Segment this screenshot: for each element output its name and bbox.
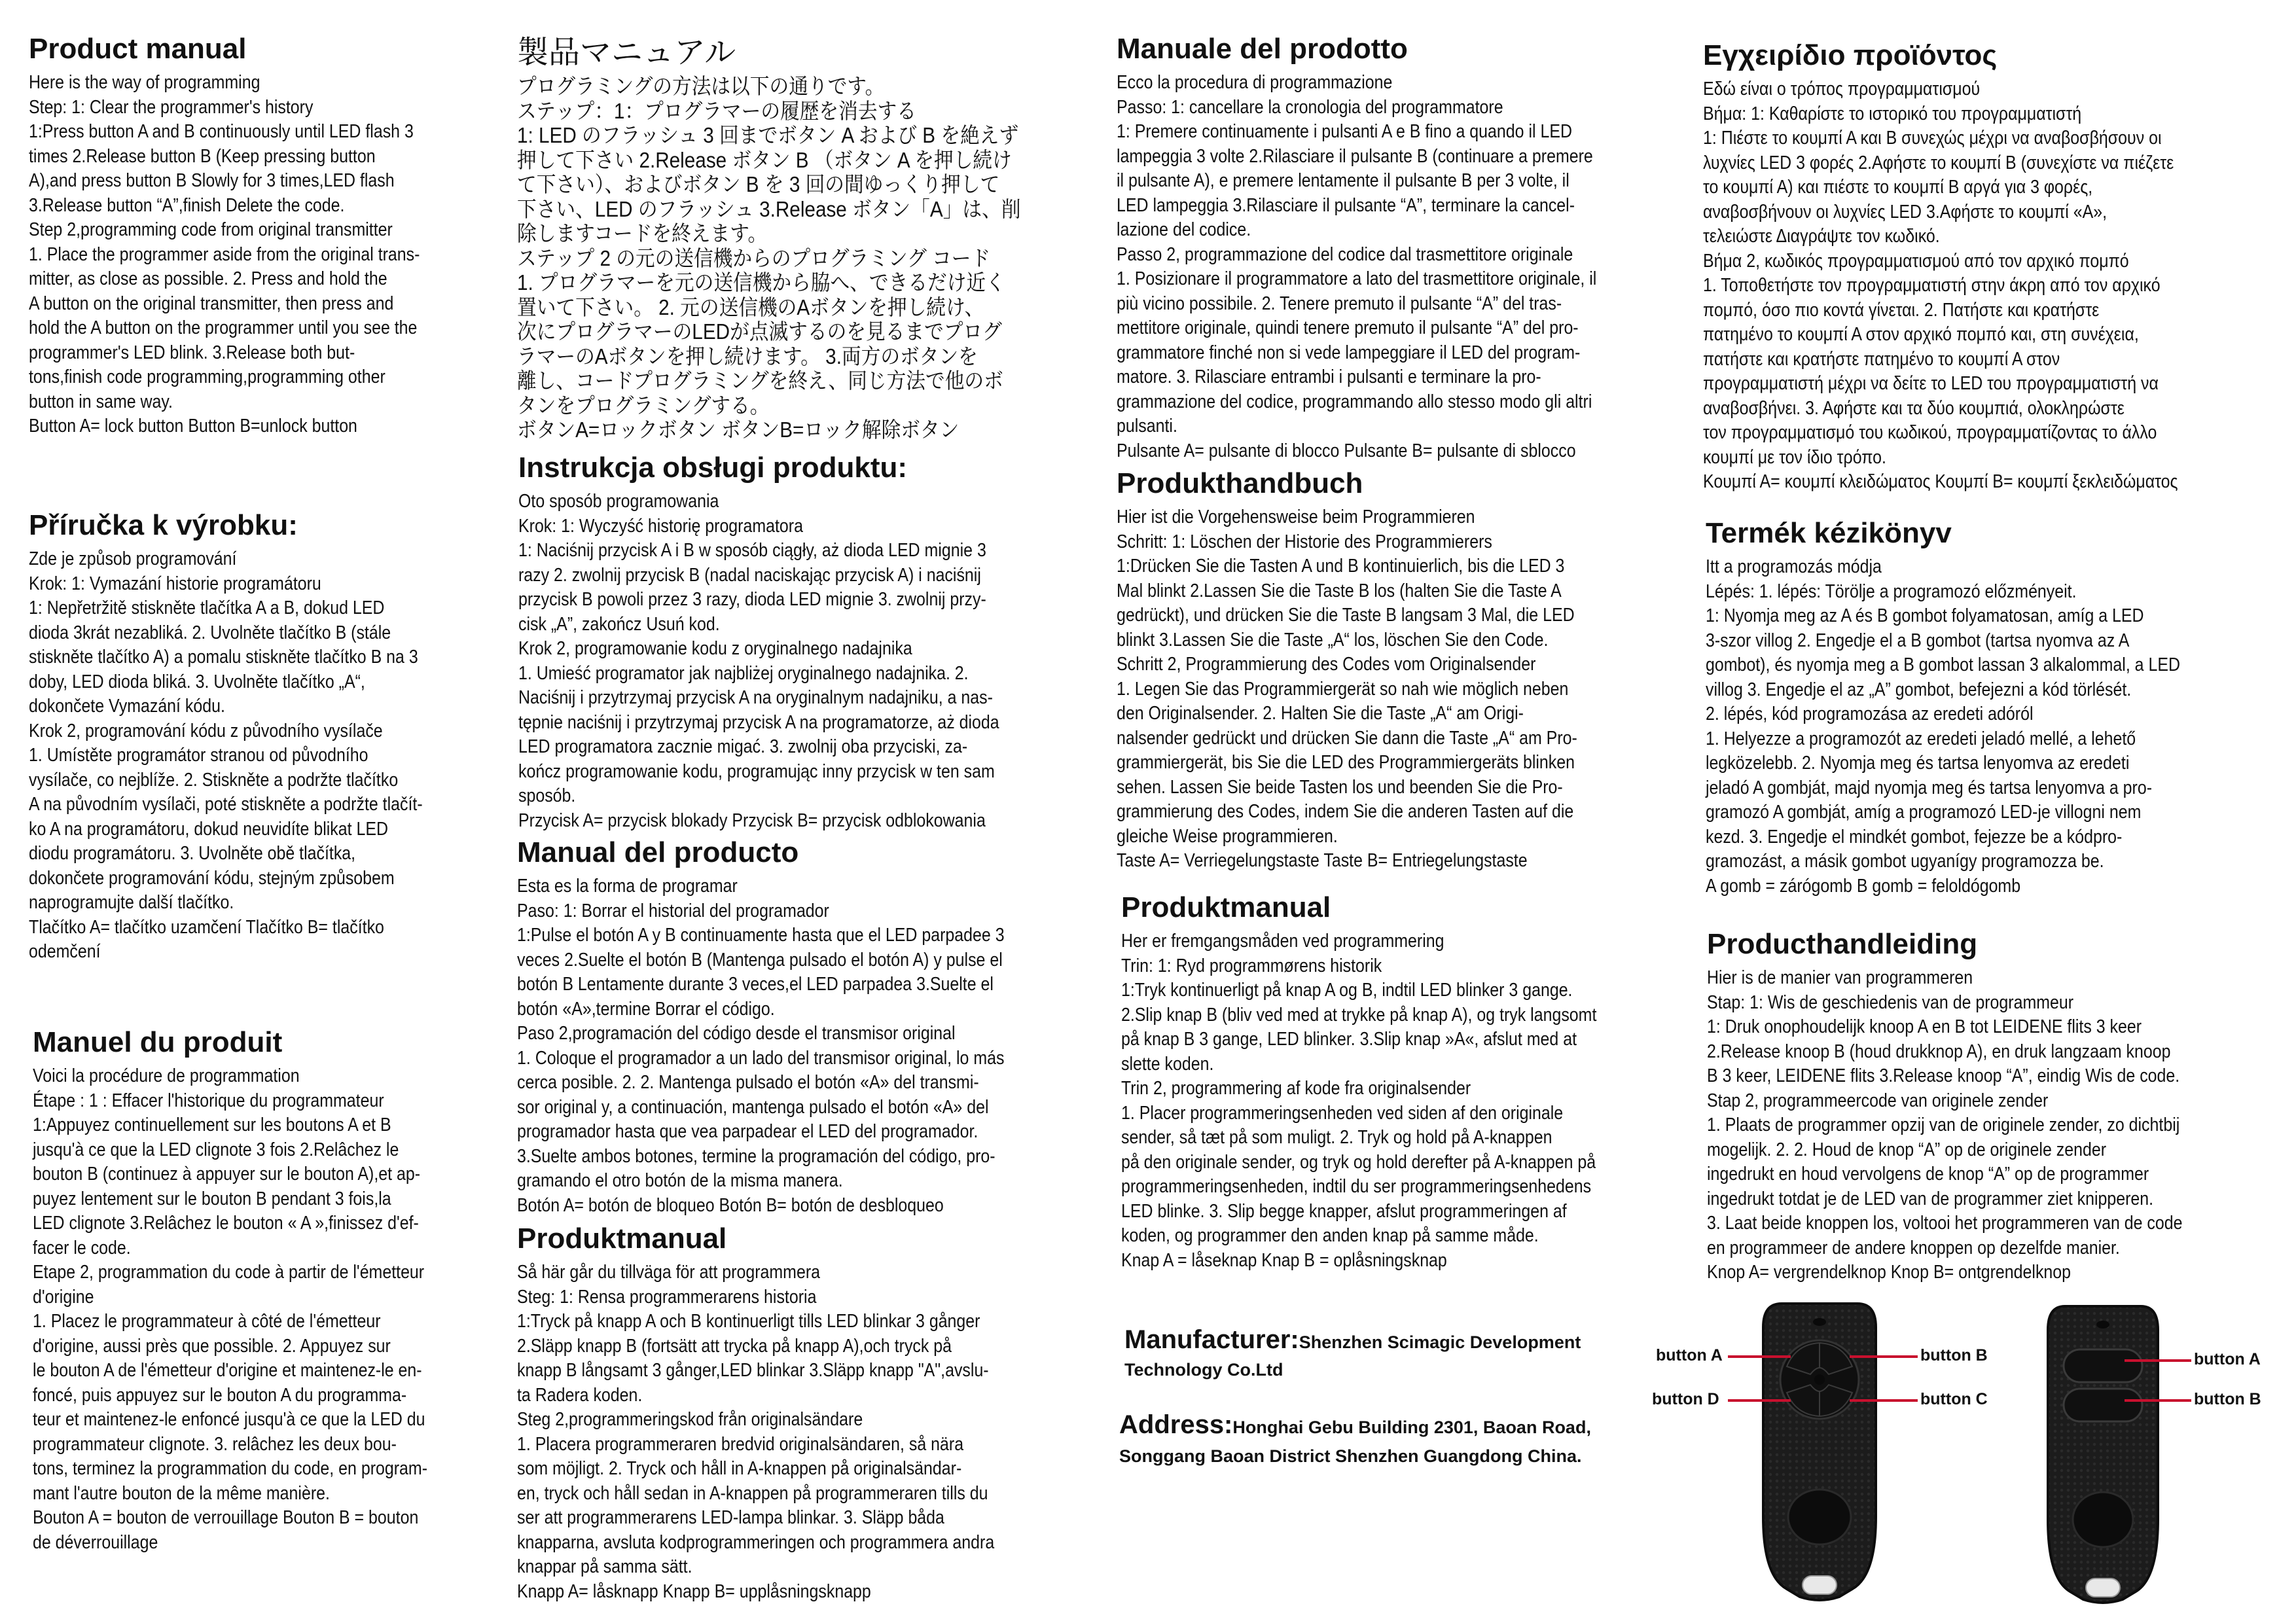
section-body [517, 874, 1084, 1218]
body-line: jeladó A gombját, majd nyomja meg és tartsa lenyomva a pro- [1706, 777, 2153, 798]
body-line: Βήμα 2, κωδικός προγραμματισμού από τον αρχικό πομπό [1703, 250, 2129, 272]
body-line: matore. 3. Rilasciare entrambi i pulsanti e terminare la pro- [1117, 366, 1541, 387]
section-title: Producthandleiding [1707, 928, 1978, 960]
section-body [517, 1260, 1072, 1604]
body-line: lazione del codice. [1117, 219, 1251, 240]
body-line: 1. Umieść programator jak najbliżej oryginalnego nadajnika. 2. [518, 662, 969, 684]
section-title: Manual del producto [517, 836, 799, 868]
body-line: 1. Legen Sie das Programmiergerät so nah wie möglich neben [1117, 678, 1569, 700]
body-line: ボタンA=ロックボタン ボタンB=ロック解除ボタン [517, 418, 960, 442]
section-de [1117, 467, 1652, 874]
body-line: Krok 2, programowanie kodu z oryginalnego nadajnika [518, 638, 912, 659]
body-line: 2.Släpp knapp B (fortsätt att trycka på knapp A),och tryck på [517, 1335, 952, 1357]
body-line: 1:Press button A and B continuously until LED flash 3 [29, 121, 414, 142]
body-line: knapparna, avsluta kodprogrammeringen och programmera andra [517, 1531, 995, 1553]
body-line: λυχνίες LED 3 φορές 2.Αφήστε το κουμπί Β (συνεχίστε να πιέζετε [1703, 152, 2174, 173]
body-line: 1. Coloque el programador a un lado del transmisor original, lo más [517, 1047, 1005, 1069]
body-line: ser att programmerarens LED-lampa blinkar. 3. Släpp båda [517, 1507, 944, 1528]
body-line: Knap A = låseknap Knap B = oplåsningsknap [1121, 1249, 1447, 1271]
body-line: Hier ist die Vorgehensweise beim Programmieren [1117, 507, 1475, 527]
body-line: sor original y, a continuación, mantenga pulsado el botón «A» del [517, 1096, 989, 1118]
body-line: mettitore originale, quindi tenere premuto il pulsante “A” del pro- [1117, 317, 1579, 338]
body-line: Stap: 1: Wis de geschiedenis van de programmeur [1707, 991, 2074, 1013]
body-line: grammazione del codice, programmando allo stesso modo gli altri [1117, 391, 1592, 412]
section-en [29, 33, 484, 439]
body-line: 1. Helyezze a programozót az eredeti jeladó mellé, a lehető [1706, 728, 2136, 749]
body-line: Κουμπί Α= κουμπί κλειδώματος Κουμπί Β= κουμπί ξεκλειδώματος [1703, 471, 2178, 492]
body-line: villog 3. Engedje el az „A” gombot, befejezni a kód törlését. [1706, 679, 2132, 700]
body-line: sehen. Lassen Sie beide Tasten los und beenden Sie die Pro- [1117, 776, 1563, 798]
body-line: Schritt: 1: Löschen der Historie des Programmierers [1117, 531, 1492, 552]
body-line: Pulsante A= pulsante di blocco Pulsante B= pulsante di sblocco [1117, 440, 1576, 461]
section-title: Příručka k výrobku: [29, 509, 298, 541]
body-line: B 3 keer, LEIDENE flits 3.Release knoop “A”, eindig Wis de code. [1707, 1065, 2180, 1086]
section-body [1707, 966, 2260, 1285]
body-line: 1. Placez le programmateur à côté de l'émetteur [33, 1311, 381, 1332]
remote1-leader-d [1728, 1399, 1791, 1402]
body-line: 押して下さい 2.Release ボタン B （ボタン A を押し続け [517, 147, 1012, 172]
remote2-label-button-a: button A [2194, 1350, 2261, 1368]
section-fr [33, 1026, 492, 1555]
section-body [1121, 929, 1674, 1273]
body-line: Bouton A = bouton de verrouillage Bouton B = bouton [33, 1507, 419, 1528]
remote2-label-button-b: button B [2194, 1390, 2261, 1408]
section-nl [1707, 928, 2260, 1285]
remote1-leader-a [1728, 1355, 1791, 1358]
body-line: 3. Laat beide knoppen los, voltooi het programmeren van de code [1707, 1213, 2183, 1234]
body-line: Trin 2, programmering af kode fra originalsender [1121, 1078, 1471, 1099]
body-line: programador hasta que vea parpadear el LED del programador. [517, 1121, 978, 1142]
body-line: il pulsante A), e premere lentamente il pulsante B per 3 volte, il [1117, 170, 1570, 191]
body-line: 1: LED のフラッシュ 3 回までボタン A および B を絶えず [517, 123, 1019, 147]
body-line: gramando el otro botón de la misma manera. [517, 1170, 843, 1191]
body-line: sender, så tæt på som muligt. 2. Tryk og hold på A-knappen [1121, 1127, 1552, 1148]
body-line: legközelebb. 2. Nyomja meg és tartsa lenyomva az eredeti [1706, 753, 2130, 774]
body-line: lampeggia 3 volte 2.Rilasciare il pulsante B (continuare a premere [1117, 145, 1593, 167]
body-line: button in same way. [29, 391, 173, 412]
body-line: mant l'autre bouton de la même manière. [33, 1482, 330, 1504]
remote1-label-button-a: button A [1656, 1346, 1723, 1364]
section-body [29, 547, 487, 965]
body-line: A button on the original transmitter, then press and [29, 293, 394, 314]
body-line: τον προγραμματισμό του κωδικού, προγραμματίζοντας το άλλο [1703, 422, 2157, 443]
body-line: 1: Πιέστε το κουμπί Α και Β συνεχώς μέχρι να αναβοσβήσουν οι [1703, 128, 2162, 149]
body-line: gombot), és nyomja meg a B gombot lassan 3 alkalommal, a LED [1706, 654, 2180, 675]
body-line: ko A na programátoru, dokud neuvidíte blikat LED [29, 818, 389, 840]
section-sv [517, 1222, 1072, 1604]
remote1-leader-b [1850, 1355, 1918, 1358]
body-line: 1. プログラマーを元の送信機から脇へ、できるだけ近く [517, 270, 1005, 294]
body-line: mitter, as close as possible. 2. Press and hold the [29, 268, 387, 289]
manufacturer-value-line1: Shenzhen Scimagic Development [1299, 1332, 1581, 1352]
body-line: Ecco la procedura di programmazione [1117, 72, 1393, 93]
section-da [1121, 891, 1674, 1273]
section-body [1703, 77, 2255, 495]
body-line: bouton B (continuez à appuyer sur le bouton A),et ap- [33, 1164, 421, 1185]
body-line: grammatore finché non si vede lampeggiare il LED del program- [1117, 342, 1581, 363]
body-line: 下さい、LED のフラッシュ 3.Release ボタン「A」は、削 [517, 196, 1021, 221]
body-line: Step 2,programming code from original transmitter [29, 219, 393, 240]
body-line: gleiche Weise programmieren. [1117, 825, 1338, 847]
body-line: programmer's LED blink. 3.Release both but- [29, 342, 355, 363]
remote1-label-button-c: button C [1920, 1390, 1988, 1408]
body-line: 1: Druk onophoudelijk knoop A en B tot LEIDENE flits 3 keer [1707, 1016, 2142, 1037]
body-line: d'origine, aussi près que possible. 2. Appuyez sur [33, 1335, 391, 1357]
body-line: grammiergerät, bis Sie die LED des Programmiergeräts blinken [1117, 752, 1575, 773]
body-line: Tlačítko A= tlačítko uzamčení Tlačítko B= tlačítko [29, 916, 384, 938]
body-line: て下さい）、およびボタン B を 3 回の間ゆっくり押して [517, 172, 1000, 196]
body-line: 1:Pulse el botón A y B continuamente hasta que el LED parpadee 3 [517, 925, 1005, 946]
remote-two-button-icon [2045, 1304, 2161, 1606]
body-line: Passo: 1: cancellare la cronologia del programmatore [1117, 96, 1503, 118]
body-line: Βήμα: 1: Καθαρίστε το ιστορικό του προγραμματιστή [1703, 103, 2082, 124]
section-title: Termék kézikönyv [1706, 517, 1952, 549]
address-label: Address: [1119, 1410, 1233, 1439]
body-line: jusqu'à ce que la LED clignote 3 fois 2.Relâchez le [33, 1139, 399, 1160]
body-line: Schritt 2, Programmierung des Codes vom Originalsender [1117, 654, 1536, 675]
body-line: 次にプログラマーのLEDが点滅するのを見るまでプログ [517, 319, 1002, 344]
body-line: 1. Posizionare il programmatore a lato del trasmettitore originale, il [1117, 268, 1597, 289]
body-line: κουμπί με τον ίδιο τρόπο. [1703, 446, 1886, 468]
section-title: Εγχειρίδιο προϊόντος [1703, 39, 1998, 71]
body-line: Here is the way of programming [29, 72, 260, 93]
body-line: πομπό, όσο πιο κοντά γίνεται. 2. Πατήστε και κρατήστε [1703, 299, 2100, 321]
body-line: kończ programowanie kodu, programując inny przycisk w ten sam [518, 760, 995, 782]
body-line: Stap 2, programmeercode van originele zender [1707, 1090, 2049, 1111]
body-line: LED clignote 3.Relâchez le bouton « A »,finissez d'ef- [33, 1213, 419, 1234]
body-line: più vicino possibile. 2. Tenere premuto il pulsante “A” del tras- [1117, 293, 1562, 314]
body-line: odemčení [29, 941, 101, 962]
body-line: ta Radera koden. [517, 1384, 643, 1406]
body-line: Étape : 1 : Effacer l'historique du programmateur [33, 1090, 384, 1111]
body-line: 1: Nepřetržitě stiskněte tlačítka A a B, dokud LED [29, 597, 385, 618]
body-line: Trin: 1: Ryd programmørens historik [1121, 955, 1382, 976]
section-body [29, 71, 484, 439]
body-line: times 2.Release button B (Keep pressing button [29, 145, 376, 167]
body-line: 除しますコードを終えます。 [517, 221, 768, 245]
body-line: dokončete programování kódu, stejným způsobem [29, 867, 395, 889]
body-line: sposób. [518, 785, 576, 806]
body-line: 1: Nyomja meg az A és B gombot folyamatosan, amíg a LED [1706, 605, 2144, 626]
body-line: botón «A»,termine Borrar el código. [517, 998, 775, 1020]
body-line: Mal blinkt 2.Lassen Sie die Taste B los (halten Sie die Taste A [1117, 580, 1562, 601]
body-line: Button A= lock button Button B=unlock button [29, 416, 357, 437]
section-jp [517, 36, 1077, 442]
body-line: 3-szor villog 2. Engedje el a B gombot (tartsa nyomva az A [1706, 630, 2130, 651]
body-line: 1:Tryck på knapp A och B kontinuerligt tills LED blinkar 3 gånger [517, 1311, 980, 1332]
body-line: le bouton A de l'émetteur d'origine et maintenez-le en- [33, 1360, 422, 1381]
body-line: πατήστε και κρατήστε πατημένο το κουμπί Α στον [1703, 348, 2060, 370]
section-body [33, 1064, 492, 1555]
remote2-leader-b [2125, 1399, 2191, 1402]
section-body [1117, 505, 1652, 874]
address-value-line1: Honghai Gebu Building 2301, Baoan Road, [1232, 1418, 1591, 1437]
section-body [1117, 71, 1675, 463]
body-line: τελειώστε Διαγράψτε τον κωδικό. [1703, 226, 1940, 247]
section-it [1117, 33, 1675, 463]
body-line: pulsanti. [1117, 416, 1177, 437]
manufacturer-value-line2: Technology Co.Ltd [1124, 1360, 1283, 1380]
section-title: 製品マニュアル [517, 34, 736, 71]
remote-two-button-image [2045, 1304, 2161, 1606]
body-line: Voici la procédure de programmation [33, 1065, 300, 1086]
body-line: 置いて下さい。 2. 元の送信機のAボタンを押し続け、 [517, 294, 984, 319]
body-line: プログラミングの方法は以下の通りです。 [517, 74, 885, 98]
body-line: Knop A= vergrendelknop Knop B= ontgrendelknop [1707, 1262, 2072, 1283]
body-line: LED blinke. 3. Slip begge knapper, afslut programmeringen af [1121, 1200, 1567, 1222]
body-line: 1:Tryk kontinuerligt på knap A og B, indtil LED blinker 3 gange. [1121, 980, 1573, 1001]
body-line: Hier is de manier van programmeren [1707, 967, 1973, 988]
body-line: dokončete Vymazání kódu. [29, 696, 225, 717]
section-hu [1706, 517, 2257, 899]
body-line: veces 2.Suelte el botón B (Mantenga pulsado el botón A) y pulse el [517, 949, 1003, 971]
body-line: vysílače, co nejblíže. 2. Stiskněte a podržte tlačítko [29, 769, 399, 791]
body-line: Itt a programozás módja [1706, 556, 1882, 577]
body-line: ラマーのAボタンを押し続けます。 3.両方のボタンを [517, 344, 978, 368]
section-body [517, 74, 1077, 442]
body-line: Oto sposób programowania [518, 491, 719, 512]
body-line: Krok: 1: Wyczyść historię programatora [518, 515, 803, 537]
body-line: en, tryck och håll sedan in A-knappen på programmeraren tills du [517, 1482, 988, 1504]
remote-four-button-image [1761, 1301, 1878, 1603]
body-line: Εδώ είναι ο τρόπος προγραμματισμού [1703, 79, 1981, 99]
body-line: Paso: 1: Borrar el historial del programador [517, 900, 829, 921]
body-line: ingedrukt totdat je de LED van de programmer ziet knipperen. [1707, 1188, 2154, 1209]
body-line: programmateur clignote. 3. relâchez les deux bou- [33, 1433, 397, 1455]
body-line: diodu programátoru. 3. Uvolněte obě tlačítka, [29, 843, 356, 864]
body-line: A),and press button B Slowly for 3 times,LED flash [29, 170, 395, 191]
body-line: Steg 2,programmeringskod från originalsändare [517, 1409, 863, 1430]
body-line: Så här går du tillväga för att programmera [517, 1262, 821, 1283]
body-line: knapp B långsamt 3 gånger,LED blinkar 3.Släpp knapp "A",avslu- [517, 1360, 989, 1381]
body-line: teur et maintenez-le enfoncé jusqu'à ce que la LED du [33, 1409, 425, 1430]
body-line: som möjligt. 2. Tryck och håll in A-knappen på originalsändar- [517, 1458, 962, 1479]
body-line: blinkt 3.Lassen Sie die Taste „A“ los, löschen Sie den Code. [1117, 629, 1549, 651]
body-line: Her er fremgangsmåden ved programmering [1121, 931, 1444, 952]
body-line: puyez lentement sur le bouton B pendant 3 fois,la [33, 1188, 391, 1209]
section-title: Manuale del prodotto [1117, 33, 1408, 65]
section-title: Product manual [29, 33, 247, 65]
body-line: ingedrukt en houd vervolgens de knop “A” op de programmer [1707, 1164, 2149, 1185]
body-line: naprogramujte další tlačítko. [29, 892, 234, 913]
section-cz [29, 509, 487, 965]
body-line: przycisk B powoli przez 3 razy, dioda LED mignie 3. zwolnij przy- [518, 589, 986, 610]
body-line: LED lampeggia 3.Rilasciare il pulsante “A”, terminare la cancel- [1117, 194, 1575, 216]
body-line: Zde je způsob programování [29, 548, 237, 569]
body-line: Przycisk A= przycisk blokady Przycisk B= przycisk odblokowania [518, 810, 986, 831]
body-line: botón B Lentamente durante 3 veces,el LED parpadea 3.Suelte el [517, 974, 994, 995]
body-line: 1:Drücken Sie die Tasten A und B kontinuierlich, bis die LED 3 [1117, 556, 1565, 577]
body-line: αναβοσβήνουν οι λυχνίες LED 3.Αφήστε το κουμπί «Α», [1703, 201, 2108, 223]
section-es [517, 836, 1084, 1218]
body-line: knappar på samma sätt. [517, 1556, 692, 1577]
section-title: Produktmanual [517, 1222, 727, 1255]
body-line: Krok 2, programování kódu z původního vysílače [29, 720, 383, 741]
body-line: razy 2. zwolnij przycisk B (nadal naciskając przycisk A) i naciśnij [518, 564, 981, 586]
remote1-leader-c [1850, 1399, 1918, 1402]
body-line: 3.Suelte ambos botones, termine la programación del código, pro- [517, 1145, 996, 1167]
body-line: 1. Placer programmeringsenheden ved siden af den originale [1121, 1102, 1564, 1124]
body-line: タンをプログラミングする。 [517, 393, 770, 418]
body-line: 2.Release knoop B (houd drukknop A), en druk langzaam knoop [1707, 1041, 2171, 1062]
body-line: 2. lépés, kód programozása az eredeti adóról [1706, 704, 2034, 724]
body-line: Step: 1: Clear the programmer's history [29, 96, 314, 118]
body-line: gedrückt), und drücken Sie die Taste B langsam 3 Mal, die LED [1117, 605, 1575, 626]
body-line: foncé, puis appuyez sur le bouton A du programma- [33, 1384, 407, 1406]
body-line: A na původním vysílači, poté stiskněte a podržte tlačít- [29, 794, 423, 815]
body-line: 離し、コードプログラミングを終え、同じ方法で他のボ [517, 368, 1003, 393]
address-value-line2: Songgang Baoan District Shenzhen Guangdong China. [1119, 1446, 1582, 1466]
remote-four-button-icon [1761, 1301, 1878, 1603]
body-line: Krok: 1: Vymazání historie programátoru [29, 573, 321, 594]
body-line: på den originale sender, og tryk og hold derefter på A-knappen på [1121, 1151, 1596, 1173]
body-line: grammierung des Codes, indem Sie die anderen Tasten auf die [1117, 801, 1574, 822]
body-line: Steg: 1: Rensa programmerarens historia [517, 1286, 817, 1308]
body-line: cisk „A”, zakończ Usuń kod. [518, 613, 720, 635]
body-line: cerca posible. 2. 2. Mantenga pulsado el botón «A» del transmi- [517, 1072, 979, 1093]
body-line: Knapp A= låsknapp Knapp B= upplåsningsknapp [517, 1580, 871, 1602]
body-line: 1. Umístěte programátor stranou od původního [29, 745, 368, 766]
body-line: dioda 3krát nezabliká. 2. Uvolněte tlačítko B (stále [29, 622, 391, 643]
body-line: gramozó A gombját, amíg a programozó LED-je villogni nem [1706, 802, 2142, 823]
body-line: d'origine [33, 1286, 94, 1308]
body-line: πατημένο το κουμπί Α στον αρχικό πομπό και, στη συνέχεια, [1703, 324, 2139, 345]
body-line: Lépés: 1. lépés: Törölje a programozó előzményeit. [1706, 580, 2077, 602]
body-line: mogelijk. 2. 2. Houd de knop “A” op de originele zender [1707, 1139, 2107, 1160]
body-line: tępnie naciśnij i przytrzymaj przycisk A na programatorze, aż dioda [518, 711, 999, 733]
body-line: på knap B 3 gange, LED blinker. 3.Slip knap »A«, afslut med at [1121, 1029, 1577, 1050]
body-line: Etape 2, programmation du code à partir de l'émetteur [33, 1262, 425, 1283]
section-title: Manuel du produit [33, 1026, 283, 1058]
section-pl [518, 452, 1077, 833]
body-line: facer le code. [33, 1237, 131, 1258]
body-line: stiskněte tlačítko A) a pomalu stiskněte tlačítko B na 3 [29, 647, 418, 668]
body-line: 1. Plaats de programmer opzij van de originele zender, zo dichtbij [1707, 1115, 2180, 1135]
body-line: programmeringsenheden, indtil du ser programmeringsenhedens [1121, 1176, 1592, 1197]
body-line: ステップ 2 の元の送信機からのプログラミング コード [517, 245, 991, 270]
section-body [1706, 555, 2257, 899]
body-line: 3.Release button “A”,finish Delete the code. [29, 194, 345, 216]
body-line: doby, LED dioda bliká. 3. Uvolněte tlačítko „A“, [29, 671, 365, 692]
remote1-label-button-d: button D [1652, 1390, 1719, 1408]
body-line: 1: Naciśnij przycisk A i B w sposób ciągły, aż dioda LED mignie 3 [518, 540, 986, 561]
section-body [518, 490, 1077, 833]
remote2-leader-a [2125, 1359, 2191, 1362]
body-line: Botón A= botón de bloqueo Botón B= botón de desbloqueo [517, 1194, 944, 1216]
manufacturer-label: Manufacturer: [1124, 1325, 1299, 1354]
body-line: 1: Premere continuamente i pulsanti A e B fino a quando il LED [1117, 121, 1572, 142]
body-line: en programmeer de andere knoppen op dezelfde manier. [1707, 1237, 2120, 1258]
section-title: Produktmanual [1121, 891, 1331, 923]
remote1-label-button-b: button B [1920, 1346, 1988, 1364]
section-title: Instrukcja obsługi produktu: [518, 452, 908, 484]
body-line: Esta es la forma de programar [517, 876, 738, 897]
body-line: 1. Τοποθετήστε τον προγραμματιστή στην άκρη από τον αρχικό [1703, 275, 2161, 296]
body-line: nalsender gedrückt und drücken Sie dann die Taste „A“ am Pro- [1117, 727, 1577, 749]
body-line: Naciśnij i przytrzymaj przycisk A na oryginalnym nadajniku, a nas- [518, 687, 993, 708]
body-line: 2.Slip knap B (bliv ved med at trykke på knap A), og tryk langsomt [1121, 1004, 1597, 1026]
body-line: den Originalsender. 2. Halten Sie die Taste „A“ am Origi- [1117, 703, 1524, 724]
body-line: gramozást, a másik gombot ugyanígy programozza be. [1706, 851, 2104, 872]
body-line: kezd. 3. Engedje el mindkét gombot, fejezze be a kódpro- [1706, 826, 2123, 847]
body-line: ステップ：1：プログラマーの履歴を消去する [517, 98, 916, 123]
body-line: προγραμματιστή μέχρι να δείτε το LED του προγραμματιστή να [1703, 373, 2159, 394]
body-line: koden, og programmer den anden knap på samme måde. [1121, 1225, 1539, 1246]
section-el [1703, 39, 2255, 495]
manufacturer-info [1124, 1325, 1581, 1380]
section-title: Produkthandbuch [1117, 467, 1363, 499]
body-line: Paso 2,programación del código desde el transmisor original [517, 1023, 956, 1044]
body-line: το κουμπί Α) και πιέστε το κουμπί Β αργά για 3 φορές, [1703, 177, 2093, 198]
body-line: de déverrouillage [33, 1531, 158, 1553]
address-info [1119, 1410, 1591, 1467]
body-line: 1. Placera programmeraren bredvid originalsändaren, så nära [517, 1433, 964, 1455]
body-line: 1:Appuyez continuellement sur les boutons A et B [33, 1115, 391, 1135]
body-line: tons,finish code programming,programming other [29, 366, 386, 387]
body-line: LED programatora zacznie migać. 3. zwolnij oba przyciski, za- [518, 736, 968, 757]
body-line: hold the A button on the programmer until you see the [29, 317, 418, 338]
body-line: Taste A= Verriegelungstaste Taste B= Entriegelungstaste [1117, 850, 1528, 871]
body-line: αναβοσβήνει. 3. Αφήστε και τα δύο κουμπιά, ολοκληρώστε [1703, 397, 2125, 419]
body-line: Passo 2, programmazione del codice dal trasmettitore originale [1117, 243, 1573, 265]
body-line: A gomb = zárógomb B gomb = feloldógomb [1706, 875, 2021, 897]
body-line: tons, terminez la programmation du code, en program- [33, 1458, 428, 1479]
body-line: slette koden. [1121, 1053, 1214, 1075]
body-line: 1. Place the programmer aside from the original trans- [29, 243, 420, 265]
